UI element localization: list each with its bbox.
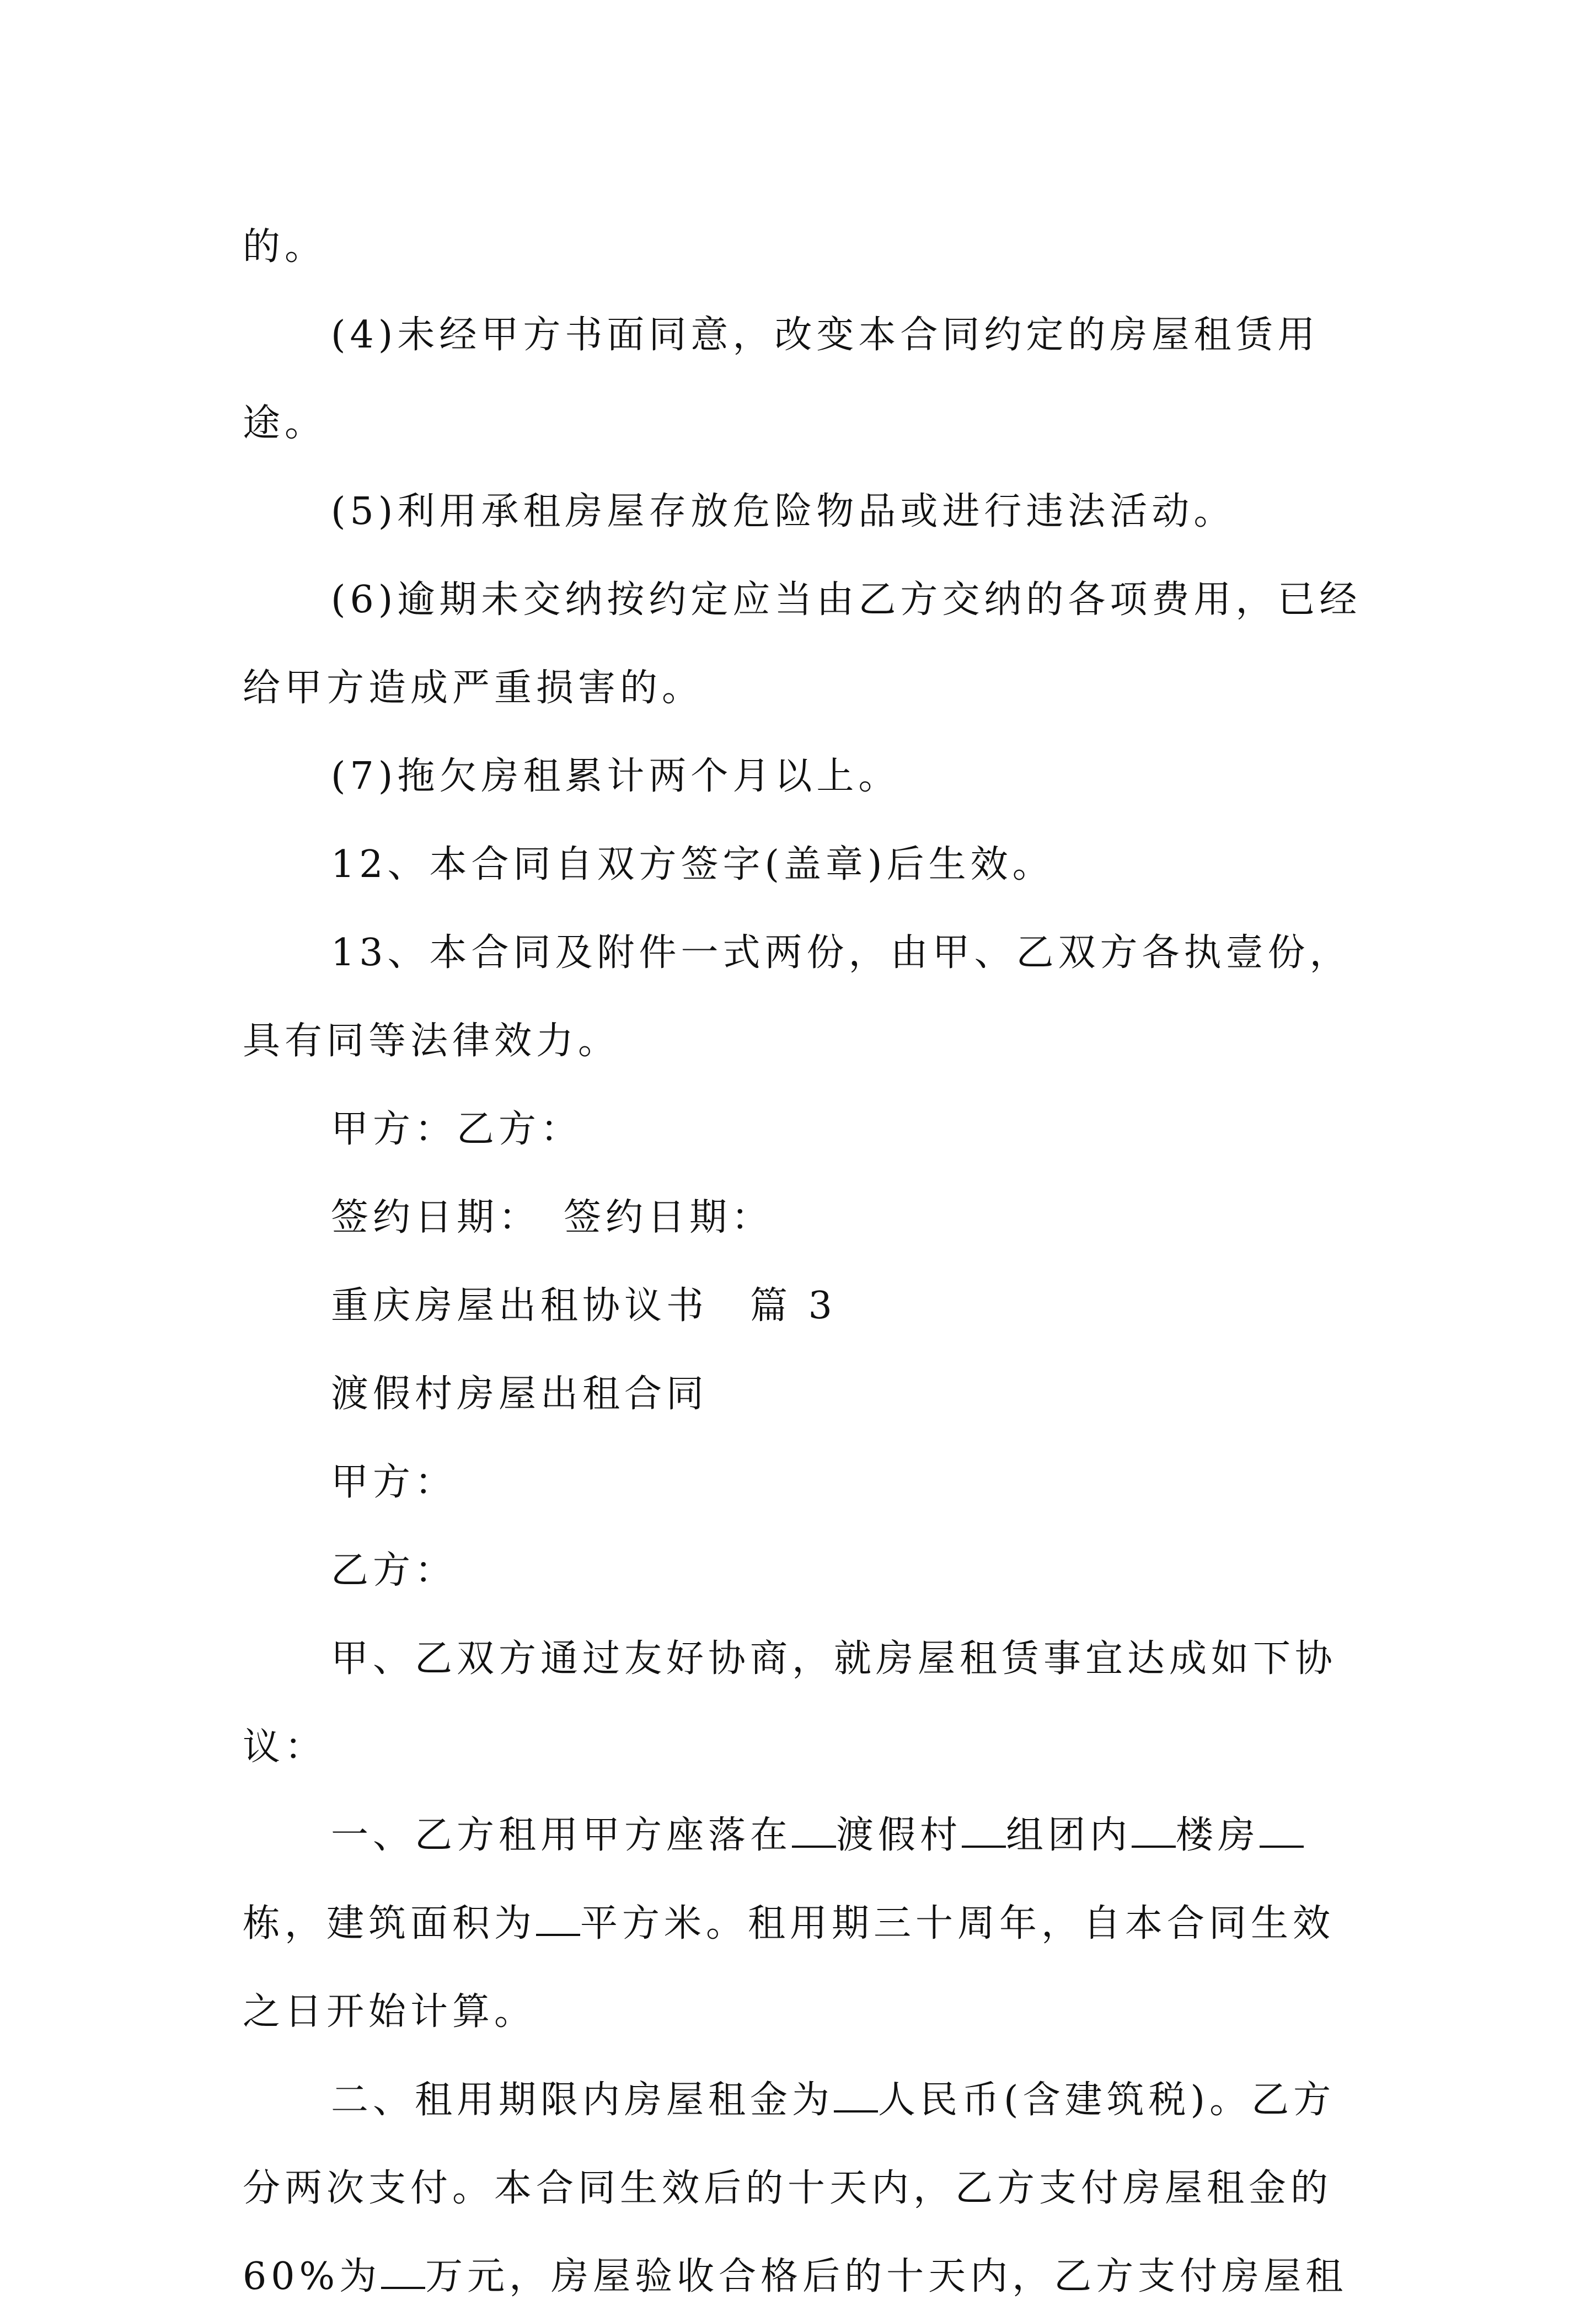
document-body [243,203,1362,2321]
clause-one [243,1791,1362,2056]
party-a: 甲方： [331,1461,457,1504]
paragraph-3: (5)利用承租房屋存放危险物品或进行违法活动。 [331,490,1236,533]
clause-two-text-1: 二、租用期限内房屋租金为 [331,2078,834,2122]
paragraph-6: 12、本合同自双方签字(盖章)后生效。 [331,843,1054,886]
blank-field [962,1812,1006,1848]
blank-field [834,2077,878,2113]
paragraph-4: (6)逾期未交纳按约定应当由乙方交纳的各项费用，已经给甲方造成严重损害的。 [243,578,1362,710]
paragraph-5: (7)拖欠房租累计两个月以上。 [331,755,901,798]
paragraph-7: 13、本合同及附件一式两份，由甲、乙双方各执壹份，具有同等法律效力。 [243,931,1352,1063]
contract-title: 渡假村房屋出租合同 [331,1372,709,1416]
section-heading: 重庆房屋出租协议书 篇 3 [331,1284,837,1328]
clause-two [243,2056,1362,2321]
paragraph-2: (4)未经甲方书面同意，改变本合同约定的房屋租赁用途。 [243,313,1320,445]
blank-field [1132,1812,1176,1848]
clause-two-text-2: 人民币(含建筑税)。乙方分两次支付。本合同生效后的十天内，乙方支付房屋租金的 60%为 [243,2078,1336,2298]
paragraph-1: 的。 [243,225,327,269]
signature-dates: 签约日期： 签约日期： [331,1196,774,1239]
clause-one-text-4: 楼房 [1176,1814,1260,1857]
blank-field [536,1901,580,1936]
signature-parties: 甲方：乙方： [331,1108,583,1151]
clause-one-text-2: 渡假村 [836,1814,962,1857]
clause-one-text-6: 平方米。租用期三十周年，自本合同生效之日开始计算。 [243,1902,1335,2034]
blank-field [381,2254,425,2289]
clause-one-text-1: 一、乙方租用甲方座落在 [331,1814,792,1857]
agreement-intro: 甲、乙双方通过友好协商，就房屋租赁事宜达成如下协议： [243,1637,1337,1769]
blank-field [1260,1812,1304,1848]
blank-field [792,1812,836,1848]
clause-one-text-5: 栋，建筑面积为 [243,1902,537,1945]
clause-one-text-3: 组团内 [1006,1814,1132,1857]
party-b: 乙方： [331,1549,457,1592]
clause-two-text-3: 万元，房屋验收合格后的十天内，乙方支付房屋租 [425,2255,1348,2298]
